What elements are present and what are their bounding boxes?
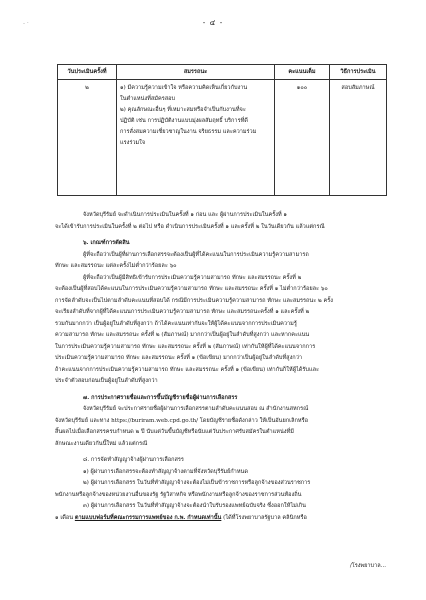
section-8-line: ๑) ผู้ผ่านการเลือกสรรจะต้องทำสัญญาจ้างตามที่จังหวัดบุรีรัมย์กำหนด bbox=[83, 468, 248, 475]
scan-mark: - · bbox=[23, 20, 29, 27]
cell-round: ๒ bbox=[58, 80, 117, 196]
intro-line: จะได้เข้ารับการประเมินในครั้งที่ ๒ ต่อไป หรือ ดำเนินการประเมินครั้งที่ ๑ และครั้งที่ ๒ ในวันเดียวกัน แล้วแต่กรณี bbox=[55, 223, 325, 230]
section-6-line: ผู้ที่จะถือว่าเป็นผู้มีสิทธิเข้ารับการประเมินความรู้ความสามารถ ทักษะ และสมรรถนะ ครั้งที่ ๒ bbox=[83, 274, 302, 281]
section-6-line: รวมกันมากกว่า เป็นผู้อยู่ในลำดับที่สูงกว่า ถ้าได้คะแนนเท่ากันจะให้ผู้ได้คะแนนจากการประเมินความรู้ bbox=[55, 320, 297, 327]
section-8-line-end: (ได้ที่โรงพยาบาลรัฐบาล คลินิกหรือ bbox=[223, 514, 307, 521]
section-8-line: ๒) ผู้ผ่านการเลือกสรร ในวันที่ทำสัญญาจ้างจะต้องไม่เป็นข้าราชการหรือลูกจ้างของส่วนราชการ bbox=[83, 480, 311, 486]
section-6-title: ๖. เกณฑ์การตัดสิน bbox=[83, 240, 130, 246]
competency-line: ปฏิบัติ เช่น การปฏิบัติงานแบบมุ่งผลสัมฤทธิ์ บริการที่ดี bbox=[120, 118, 248, 124]
section-6-line: ประเมินความรู้ความสามารถ ทักษะ และสมรรถนะ ครั้งที่ ๑ (ข้อเขียน) มากกว่าเป็นผู้อยู่ในลำดับที่สูงกว่า bbox=[55, 355, 302, 361]
section-6-line: ความสามารถ ทักษะ และสมรรถนะ ครั้งที่ ๒ (สัมภาษณ์) มากกว่าเป็นผู้อยู่ในลำดับที่สูงกว่า และหากคะแนน bbox=[55, 332, 310, 338]
section-6-line: ประจำตัวสอบก่อนเป็นผู้อยู่ในลำดับที่สูงกว่า bbox=[55, 378, 158, 384]
competency-line: การสั่งสมความเชี่ยวชาญในงาน จริยธรรม และความร่วม bbox=[120, 129, 257, 135]
competency-line: แรงร่วมใจ bbox=[120, 140, 146, 146]
section-7-title: ๗. การประกาศรายชื่อและการขึ้นบัญชีรายชื่อผู้ผ่านการเลือกสรร bbox=[83, 394, 238, 401]
header-round: วันประเมินครั้งที่ bbox=[58, 65, 117, 80]
table-header-row bbox=[58, 65, 387, 80]
section-6-line: การจัดลำดับจะเป็นไปตามลำดับคะแนนที่สอบได้ กรณีมีการประเมินความรู้ความสามารถ ทักษะ และสมรรถนะ ๒ ครั้ง bbox=[55, 297, 333, 304]
competency-line: ในตำแหน่งที่สมัครสอบ bbox=[120, 96, 176, 102]
section-6-line: จะต้องเป็นผู้ที่สอบได้คะแนนในการประเมินความรู้ความสามารถ ทักษะ และสมรรถนะ ครั้งที่ ๑ ไม่ต่ำกว่าร้อยละ ๖๐ bbox=[55, 286, 328, 292]
section-8-line-mixed bbox=[55, 513, 391, 525]
document-body bbox=[55, 210, 391, 524]
medical-form-requirement: ตามแบบฟอร์มที่คณะกรรมการแพทย์ของ ก.พ. กำหนดเท่านั้น bbox=[74, 514, 222, 521]
section-8-line: ๓) ผู้ผ่านการเลือกสรร ในวันที่ทำสัญญาจ้างจะต้องนำใบรับรองแพทย์ฉบับจริง ซึ่งออกให้ไม่เกิน bbox=[83, 503, 306, 509]
section-8-line: พนักงานหรือลูกจ้างของหน่วยงานอื่นของรัฐ รัฐวิสาหกิจ หรือพนักงานหรือลูกจ้างของราชการส่วนท้องถิ่น bbox=[55, 491, 302, 498]
section-7-line: ลักษณะงานเดียวกันนี้ใหม่ แล้วแต่กรณี bbox=[55, 440, 148, 447]
competency-line: ๑) มีความรู้ความเข้าใจ หรือความคิดเห็นเกี่ยวกับงาน bbox=[120, 85, 248, 91]
header-score: คะแนนเต็ม bbox=[275, 65, 330, 80]
section-8-line-start: ๑ เดือน bbox=[55, 514, 74, 521]
continuation-mark: /โรงพยาบาล... bbox=[349, 563, 386, 569]
section-7-line: สิ้นผลไปเมื่อเลือกสรรครบกำหนด ๒ ปี นับแต่วันขึ้นบัญชีหรือนับแต่วันประกาศรับสมัครในตำแหน่งที่มี bbox=[55, 429, 294, 435]
section-6-line: ถ้าคะแนนจากการประเมินความรู้ความสามารถ ทักษะ และสมรรถนะ ครั้งที่ ๑ (ข้อเขียน) เท่ากันก็ให้ผู้ได้รับและ bbox=[55, 366, 320, 373]
section-6-line: ผู้ที่จะถือว่าเป็นผู้ที่ผ่านการเลือกสรรจะต้องเป็นผู้ที่ได้คะแนนในการประเมินความรู้ความสามารถ bbox=[83, 251, 309, 258]
evaluation-table bbox=[57, 64, 387, 196]
section-7-line: จังหวัดบุรีรัมย์ จะประกาศรายชื่อผู้ผ่านการเลือกสรรตามลำดับคะแนนสอบ ณ สำนักงานสหกรณ์ bbox=[83, 406, 309, 412]
section-6-line: ในการประเมินความรู้ความสามารถ ทักษะ และสมรรถนะ ครั้งที่ ๒ (สัมภาษณ์) เท่ากันให้ผู้ที่ได้คะแนนจากการ bbox=[55, 343, 316, 350]
section-8-title: ๘. การจัดทำสัญญาจ้างผู้ผ่านการเลือกสรร bbox=[83, 457, 184, 463]
competency-line: ๒) คุณลักษณะอื่นๆ ที่เหมาะสมหรือจำเป็นกับงานที่จะ bbox=[120, 107, 246, 113]
header-method: วิธีการประเมิน bbox=[330, 65, 387, 80]
table-row bbox=[58, 80, 387, 196]
cell-score: ๑๐๐ bbox=[275, 80, 330, 196]
cell-competency bbox=[117, 80, 275, 196]
page-number: - ๔ - bbox=[202, 18, 224, 27]
section-6-line: จะเรียงลำดับที่จากผู้ที่ได้คะแนนการประเมินความรู้ความสามารถ ทักษะ และสมรรถนะครั้งที่ ๑ และครั้งที่ ๒ bbox=[55, 309, 310, 315]
section-7-line: จังหวัดบุรีรัมย์ และทาง https://buriram.web.cpd.go.th/ โดยบัญชีรายชื่อดังกล่าว ให้เป็นอันยกเลิกหรือ bbox=[55, 417, 308, 424]
intro-line: จังหวัดบุรีรัมย์ จะดำเนินการประเมินในครั้งที่ ๑ ก่อน และ ผู้ผ่านการประเมินในครั้งที่ ๑ bbox=[83, 212, 287, 218]
section-6-line: ทักษะ และสมรรถนะ แต่ละครั้งไม่ต่ำกว่าร้อยละ ๖๐ bbox=[55, 263, 177, 269]
header-competency: สมรรถนะ bbox=[117, 65, 275, 80]
cell-method: สอบสัมภาษณ์ bbox=[330, 80, 387, 196]
